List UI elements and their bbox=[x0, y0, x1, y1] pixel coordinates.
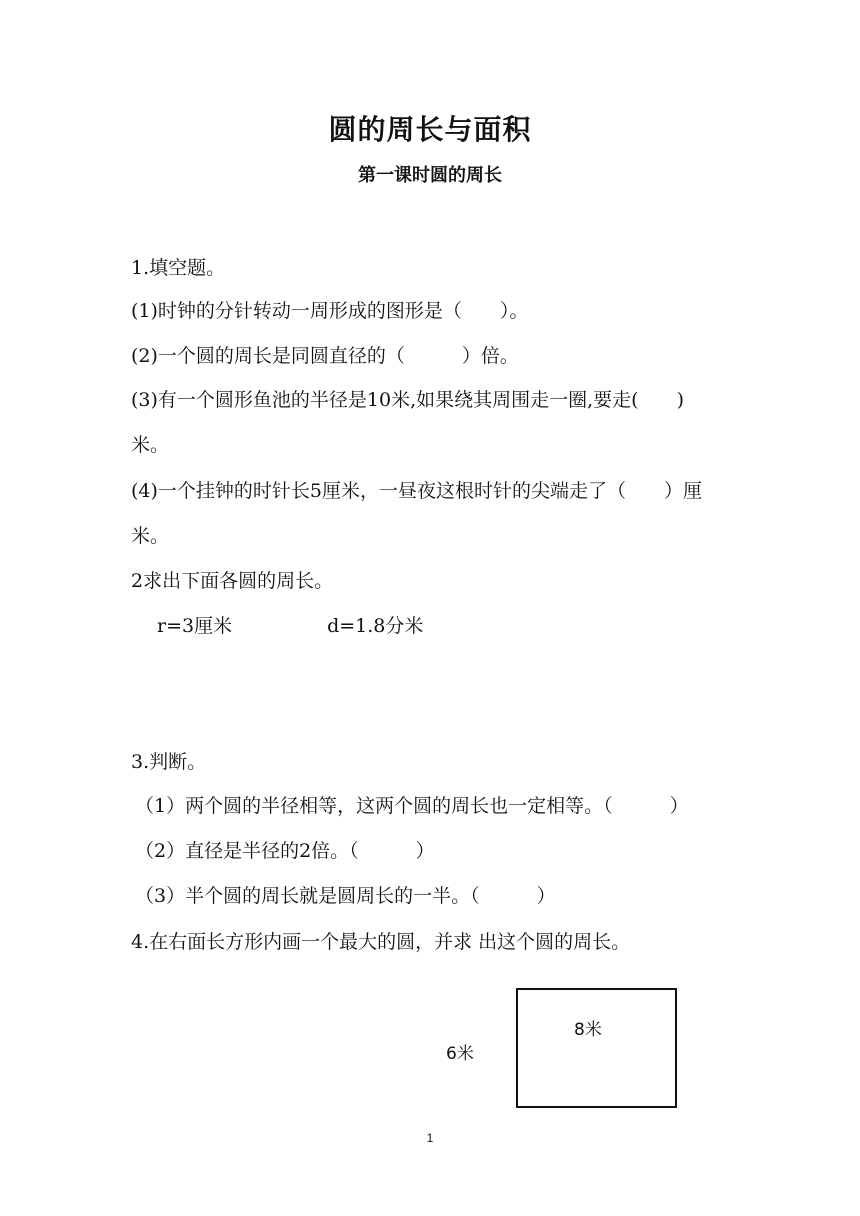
section1-heading: 1.填空题。 bbox=[131, 257, 226, 279]
rectangle-figure bbox=[516, 988, 677, 1108]
section2-items: r=3厘米 d=1.8分米 bbox=[157, 615, 424, 637]
rectangle-width-label: 8米 bbox=[574, 1020, 602, 1040]
judge-2: （2）直径是半径的2倍。（ ） bbox=[135, 840, 435, 862]
question-1-4-cont: 米。 bbox=[131, 525, 170, 547]
rectangle-height-label: 6米 bbox=[446, 1044, 474, 1064]
page-title: 圆的周长与面积 bbox=[328, 113, 532, 146]
section4-heading: 4.在右面长方形内画一个最大的圆，并求 出这个圆的周长。 bbox=[131, 931, 631, 953]
question-1-3: (3)有一个圆形鱼池的半径是10米,如果绕其周围走一圈,要走( ) bbox=[131, 389, 684, 411]
section3-heading: 3.判断。 bbox=[131, 751, 207, 773]
page-subtitle: 第一课时圆的周长 bbox=[358, 165, 502, 186]
judge-1: （1）两个圆的半径相等，这两个圆的周长也一定相等。（ ） bbox=[135, 795, 689, 817]
page-number: 1 bbox=[426, 1131, 434, 1145]
question-1-1: (1)时钟的分针转动一周形成的图形是（ ）。 bbox=[131, 300, 529, 322]
section2-heading: 2求出下面各圆的周长。 bbox=[131, 570, 334, 592]
judge-3: （3）半个圆的周长就是圆周长的一半。（ ） bbox=[135, 885, 556, 907]
question-1-2: (2)一个圆的周长是同圆直径的（ ）倍。 bbox=[131, 345, 519, 367]
question-1-3-cont: 米。 bbox=[131, 434, 170, 456]
question-1-4: (4)一个挂钟的时针长5厘米，一昼夜这根时针的尖端走了（ ）厘 bbox=[131, 480, 703, 502]
